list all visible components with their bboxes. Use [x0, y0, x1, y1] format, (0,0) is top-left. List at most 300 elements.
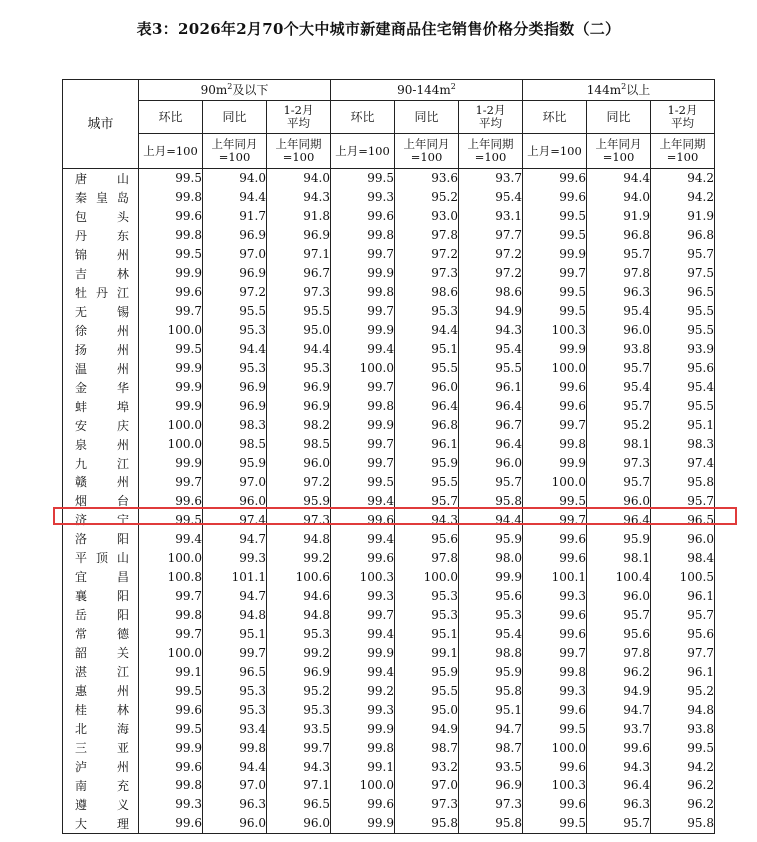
- index-value: 94.2: [651, 757, 715, 776]
- table-row: [63, 795, 715, 814]
- city-char: 牡: [75, 285, 88, 300]
- city-char: 亚: [116, 741, 129, 756]
- city-char: 安: [75, 418, 88, 433]
- city-char: 阳: [116, 532, 129, 547]
- city-char: 大: [75, 816, 88, 831]
- index-value: 95.1: [203, 624, 267, 643]
- table-row: [63, 700, 715, 719]
- city-char: 州: [116, 361, 129, 376]
- index-value: 93.5: [267, 719, 331, 738]
- city-char: 桂: [75, 703, 88, 718]
- city-char: 泸: [75, 760, 88, 775]
- index-value: 96.0: [587, 321, 651, 340]
- index-value: 96.4: [395, 397, 459, 416]
- table-row: [63, 567, 715, 586]
- index-value: 96.5: [651, 283, 715, 302]
- city-char: 江: [116, 285, 129, 300]
- city-name: [63, 188, 139, 207]
- city-name: [63, 226, 139, 245]
- city-name: [63, 529, 139, 548]
- city-char: 州: [116, 760, 129, 775]
- city-char: 山: [116, 551, 129, 566]
- index-value: 94.2: [651, 188, 715, 207]
- index-value: 100.5: [651, 567, 715, 586]
- index-value: 94.3: [267, 757, 331, 776]
- index-value: 100.3: [331, 567, 395, 586]
- index-value: 99.3: [203, 548, 267, 567]
- table-row: [63, 454, 715, 473]
- index-value: 99.4: [331, 624, 395, 643]
- city-name: [63, 340, 139, 359]
- index-value: 99.4: [331, 529, 395, 548]
- ytd-header: 1-2月 平均: [459, 101, 523, 134]
- index-value: 97.2: [459, 264, 523, 283]
- index-value: 97.4: [651, 454, 715, 473]
- city-char: 襄: [75, 589, 88, 604]
- index-value: 99.6: [139, 207, 203, 226]
- index-value: 100.0: [139, 321, 203, 340]
- index-value: 100.0: [331, 776, 395, 795]
- index-value: 94.0: [267, 169, 331, 188]
- table-row: [63, 435, 715, 454]
- table-row: [63, 681, 715, 700]
- mom-base-header: 上月=100: [139, 134, 203, 169]
- index-value: 99.5: [523, 226, 587, 245]
- index-value: 96.9: [267, 662, 331, 681]
- index-value: 91.9: [651, 207, 715, 226]
- index-value: 94.8: [267, 529, 331, 548]
- index-value: 99.6: [523, 169, 587, 188]
- index-value: 99.6: [523, 397, 587, 416]
- index-value: 99.3: [331, 700, 395, 719]
- city-name: [63, 378, 139, 397]
- index-value: 95.7: [651, 245, 715, 264]
- index-value: 99.5: [523, 283, 587, 302]
- index-value: 98.7: [395, 738, 459, 757]
- index-value: 98.1: [587, 435, 651, 454]
- city-name: [63, 662, 139, 681]
- index-value: 96.9: [203, 397, 267, 416]
- index-value: 98.0: [459, 548, 523, 567]
- index-value: 99.8: [331, 226, 395, 245]
- index-value: 93.7: [459, 169, 523, 188]
- index-value: 95.5: [203, 302, 267, 321]
- index-value: 95.7: [651, 605, 715, 624]
- index-value: 97.3: [395, 264, 459, 283]
- index-value: 99.5: [139, 245, 203, 264]
- city-char: 泉: [75, 437, 88, 452]
- mom-header: 环比: [139, 101, 203, 134]
- index-value: 94.4: [203, 340, 267, 359]
- index-value: 98.8: [459, 643, 523, 662]
- index-value: 99.9: [331, 814, 395, 833]
- index-value: 96.8: [587, 226, 651, 245]
- city-char: 包: [75, 209, 88, 224]
- index-value: 91.7: [203, 207, 267, 226]
- table-row: [63, 245, 715, 264]
- index-value: 99.5: [139, 719, 203, 738]
- index-value: 100.0: [395, 567, 459, 586]
- index-value: 99.9: [331, 416, 395, 435]
- index-value: 97.2: [203, 283, 267, 302]
- city-char: 理: [116, 816, 129, 831]
- city-char: 金: [75, 380, 88, 395]
- index-value: 97.3: [267, 283, 331, 302]
- index-value: 95.8: [459, 814, 523, 833]
- index-value: 98.6: [395, 283, 459, 302]
- city-char: 皇: [95, 190, 108, 205]
- city-name: [63, 359, 139, 378]
- index-value: 96.1: [651, 586, 715, 605]
- index-value: 95.8: [395, 814, 459, 833]
- index-value: 96.9: [459, 776, 523, 795]
- table-row: [63, 473, 715, 492]
- index-value: 95.1: [651, 416, 715, 435]
- index-value: 96.8: [651, 226, 715, 245]
- index-value: 99.6: [523, 529, 587, 548]
- city-name: [63, 624, 139, 643]
- index-value: 99.9: [331, 264, 395, 283]
- index-value: 99.5: [331, 169, 395, 188]
- city-char: 州: [116, 437, 129, 452]
- index-value: 96.5: [203, 662, 267, 681]
- index-value: 99.8: [331, 397, 395, 416]
- city-char: 州: [116, 323, 129, 338]
- index-value: 98.1: [587, 548, 651, 567]
- index-value: 94.7: [459, 719, 523, 738]
- table-row: [63, 397, 715, 416]
- city-char: 昌: [116, 570, 129, 585]
- index-value: 100.0: [139, 643, 203, 662]
- index-value: 99.7: [523, 510, 587, 529]
- city-char: 州: [116, 342, 129, 357]
- index-value: 99.9: [523, 454, 587, 473]
- index-value: 99.7: [139, 473, 203, 492]
- index-value: 99.6: [331, 510, 395, 529]
- index-value: 99.6: [139, 757, 203, 776]
- index-value: 95.5: [395, 681, 459, 700]
- index-value: 93.7: [587, 719, 651, 738]
- index-value: 99.9: [459, 567, 523, 586]
- index-value: 95.7: [587, 605, 651, 624]
- index-value: 95.3: [203, 359, 267, 378]
- index-value: 96.0: [651, 529, 715, 548]
- index-value: 97.3: [395, 795, 459, 814]
- city-char: 湛: [75, 665, 88, 680]
- city-char: 充: [116, 778, 129, 793]
- index-value: 100.0: [523, 473, 587, 492]
- index-value: 99.5: [139, 169, 203, 188]
- ytd-base-header: 上年同期 =100: [459, 134, 523, 169]
- index-value: 94.9: [459, 302, 523, 321]
- city-char: 台: [116, 494, 129, 509]
- index-value: 93.4: [203, 719, 267, 738]
- index-value: 94.4: [587, 169, 651, 188]
- index-value: 99.6: [331, 795, 395, 814]
- index-value: 100.0: [523, 738, 587, 757]
- index-value: 95.3: [203, 681, 267, 700]
- index-value: 100.0: [139, 435, 203, 454]
- index-value: 94.4: [459, 510, 523, 529]
- city-name: [63, 245, 139, 264]
- index-value: 93.5: [459, 757, 523, 776]
- city-char: 顶: [95, 551, 108, 566]
- index-value: 95.8: [651, 814, 715, 833]
- table-row: [63, 264, 715, 283]
- table-row: [63, 738, 715, 757]
- index-value: 99.7: [523, 643, 587, 662]
- index-value: 93.8: [651, 719, 715, 738]
- city-char: 林: [116, 266, 129, 281]
- city-name: [63, 207, 139, 226]
- index-value: 93.9: [651, 340, 715, 359]
- city-char: 秦: [75, 190, 88, 205]
- index-value: 97.0: [203, 776, 267, 795]
- index-value: 99.7: [139, 586, 203, 605]
- index-value: 93.0: [395, 207, 459, 226]
- index-value: 91.9: [587, 207, 651, 226]
- table-row: [63, 302, 715, 321]
- index-value: 101.1: [203, 567, 267, 586]
- index-value: 97.3: [587, 454, 651, 473]
- index-value: 96.1: [459, 378, 523, 397]
- city-name: [63, 757, 139, 776]
- index-value: 96.2: [651, 795, 715, 814]
- index-value: 99.7: [331, 245, 395, 264]
- index-value: 99.9: [139, 359, 203, 378]
- city-char: 江: [116, 456, 129, 471]
- city-char: 三: [75, 741, 88, 756]
- index-value: 95.9: [587, 529, 651, 548]
- index-value: 97.1: [267, 245, 331, 264]
- index-value: 96.8: [395, 416, 459, 435]
- index-value: 99.7: [267, 738, 331, 757]
- index-value: 95.3: [459, 605, 523, 624]
- index-value: 97.5: [651, 264, 715, 283]
- index-value: 99.6: [523, 700, 587, 719]
- mom-base-header: 上月=100: [331, 134, 395, 169]
- index-value: 99.7: [331, 454, 395, 473]
- city-name: [63, 605, 139, 624]
- city-name: [63, 454, 139, 473]
- index-value: 95.2: [651, 681, 715, 700]
- index-value: 95.5: [651, 321, 715, 340]
- index-value: 96.0: [395, 378, 459, 397]
- index-value: 96.4: [587, 776, 651, 795]
- index-value: 97.8: [587, 643, 651, 662]
- index-value: 95.4: [587, 302, 651, 321]
- city-char: 蚌: [75, 399, 88, 414]
- index-value: 95.1: [395, 624, 459, 643]
- index-value: 97.2: [395, 245, 459, 264]
- table-row: [63, 719, 715, 738]
- index-value: 95.7: [459, 473, 523, 492]
- index-value: 95.5: [267, 302, 331, 321]
- index-value: 99.5: [523, 207, 587, 226]
- index-value: 97.7: [651, 643, 715, 662]
- mom-header: 环比: [331, 101, 395, 134]
- city-char: 烟: [75, 494, 88, 509]
- index-value: 95.4: [459, 340, 523, 359]
- city-char: 赣: [75, 475, 88, 490]
- index-value: 100.0: [523, 359, 587, 378]
- index-value: 96.7: [267, 264, 331, 283]
- table-row: [63, 188, 715, 207]
- index-value: 96.9: [203, 378, 267, 397]
- index-value: 95.9: [459, 662, 523, 681]
- index-value: 99.4: [331, 491, 395, 510]
- city-char: 丹: [75, 228, 88, 243]
- index-value: 99.5: [139, 681, 203, 700]
- index-value: 99.3: [523, 681, 587, 700]
- index-value: 95.3: [395, 302, 459, 321]
- index-value: 99.6: [331, 548, 395, 567]
- index-value: 96.0: [459, 454, 523, 473]
- city-char: 州: [116, 684, 129, 699]
- index-value: 99.5: [523, 302, 587, 321]
- index-value: 95.5: [395, 473, 459, 492]
- city-char: 庆: [116, 418, 129, 433]
- index-value: 96.7: [459, 416, 523, 435]
- index-value: 99.5: [331, 473, 395, 492]
- index-value: 99.6: [523, 605, 587, 624]
- city-char: 宁: [116, 513, 129, 528]
- city-name: [63, 321, 139, 340]
- index-value: 99.1: [395, 643, 459, 662]
- index-value: 99.7: [203, 643, 267, 662]
- index-value: 95.3: [267, 700, 331, 719]
- index-value: 97.4: [203, 510, 267, 529]
- city-char: 岛: [116, 190, 129, 205]
- index-value: 93.8: [587, 340, 651, 359]
- index-value: 94.2: [651, 169, 715, 188]
- index-value: 97.3: [459, 795, 523, 814]
- index-value: 99.6: [523, 795, 587, 814]
- city-char: 阳: [116, 608, 129, 623]
- index-value: 95.7: [587, 473, 651, 492]
- index-value: 99.5: [523, 491, 587, 510]
- group-header-small: $90m^2$及以下: [139, 80, 331, 101]
- index-value: 99.6: [523, 757, 587, 776]
- city-name: [63, 491, 139, 510]
- index-value: 94.7: [203, 586, 267, 605]
- index-value: 99.8: [203, 738, 267, 757]
- city-char: 常: [75, 627, 88, 642]
- table-row: [63, 378, 715, 397]
- table-row: [63, 662, 715, 681]
- index-value: 95.6: [459, 586, 523, 605]
- index-value: 99.4: [331, 662, 395, 681]
- yoy-base-header: 上年同月 =100: [203, 134, 267, 169]
- index-value: 94.8: [203, 605, 267, 624]
- table-row: [63, 359, 715, 378]
- index-value: 96.3: [587, 795, 651, 814]
- index-value: 99.9: [139, 397, 203, 416]
- index-value: 95.7: [587, 397, 651, 416]
- index-value: 99.2: [267, 643, 331, 662]
- city-char: 阳: [116, 589, 129, 604]
- index-value: 99.9: [139, 738, 203, 757]
- index-value: 94.0: [203, 169, 267, 188]
- index-value: 99.9: [523, 340, 587, 359]
- index-value: 99.2: [331, 681, 395, 700]
- index-value: 95.1: [459, 700, 523, 719]
- index-value: 100.3: [523, 776, 587, 795]
- city-char: 徐: [75, 323, 88, 338]
- index-value: 98.2: [267, 416, 331, 435]
- index-value: 94.8: [651, 700, 715, 719]
- index-value: 94.4: [203, 188, 267, 207]
- index-value: 95.5: [651, 397, 715, 416]
- table-row: [63, 548, 715, 567]
- table-title: 表3：2026年2月70个大中城市新建商品住宅销售价格分类指数（二）: [136, 20, 621, 38]
- index-value: 95.7: [395, 491, 459, 510]
- city-char: 东: [116, 228, 129, 243]
- index-value: 95.3: [267, 624, 331, 643]
- index-value: 99.1: [331, 757, 395, 776]
- index-value: 95.3: [203, 321, 267, 340]
- city-char: 州: [116, 247, 129, 262]
- yoy-base-header: 上年同月 =100: [395, 134, 459, 169]
- table-row: [63, 529, 715, 548]
- index-value: 96.0: [203, 491, 267, 510]
- city-char: 丹: [95, 285, 108, 300]
- index-value: 95.6: [651, 624, 715, 643]
- city-char: 南: [75, 778, 88, 793]
- index-value: 99.8: [523, 662, 587, 681]
- index-value: 96.5: [651, 510, 715, 529]
- index-value: 94.3: [267, 188, 331, 207]
- index-value: 99.7: [331, 302, 395, 321]
- index-value: 95.8: [459, 491, 523, 510]
- index-value: 95.5: [459, 359, 523, 378]
- city-name: [63, 397, 139, 416]
- index-value: 99.6: [523, 188, 587, 207]
- index-value: 95.9: [203, 454, 267, 473]
- index-value: 98.3: [651, 435, 715, 454]
- table-row: [63, 776, 715, 795]
- index-value: 94.8: [267, 605, 331, 624]
- index-value: 99.5: [139, 340, 203, 359]
- index-value: 95.4: [459, 188, 523, 207]
- index-value: 96.4: [459, 397, 523, 416]
- table-row: [63, 283, 715, 302]
- city-char: 林: [116, 703, 129, 718]
- table-header: [63, 80, 715, 169]
- table-row: [63, 321, 715, 340]
- index-value: 99.9: [139, 454, 203, 473]
- ytd-header: 1-2月 平均: [651, 101, 715, 134]
- index-value: 97.0: [203, 245, 267, 264]
- city-char: 温: [75, 361, 88, 376]
- index-value: 94.3: [395, 510, 459, 529]
- index-value: 99.7: [523, 416, 587, 435]
- index-value: 95.7: [651, 491, 715, 510]
- index-value: 99.9: [331, 321, 395, 340]
- index-value: 96.4: [587, 510, 651, 529]
- city-char: 海: [116, 722, 129, 737]
- city-name: [63, 302, 139, 321]
- city-name: [63, 548, 139, 567]
- city-char: 德: [116, 627, 129, 642]
- index-value: 98.6: [459, 283, 523, 302]
- index-value: 100.6: [267, 567, 331, 586]
- index-value: 100.4: [587, 567, 651, 586]
- city-char: 韶: [75, 646, 88, 661]
- index-value: 95.7: [587, 245, 651, 264]
- index-value: 98.5: [203, 435, 267, 454]
- index-value: 94.7: [203, 529, 267, 548]
